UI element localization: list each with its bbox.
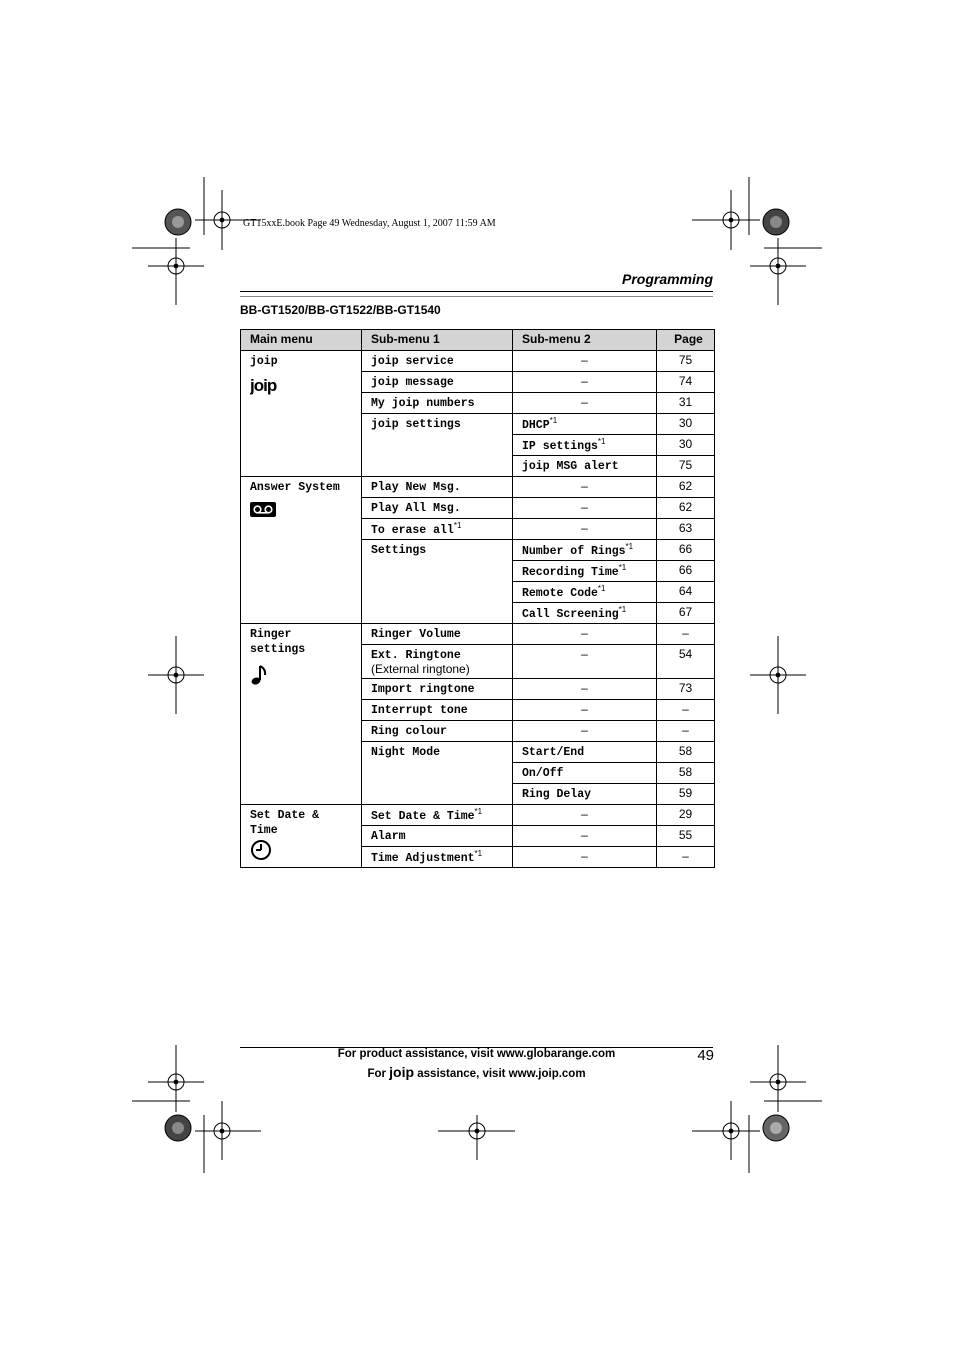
sub-menu-2-value: – xyxy=(513,351,657,372)
sub-menu-2-value: – xyxy=(513,519,657,540)
table-row xyxy=(241,624,715,645)
footer-product-assistance: For product assistance, visit www.globarange.com xyxy=(337,1048,616,1060)
sub-menu-2-value: – xyxy=(513,624,657,645)
footer-suffix: assistance, visit www.joip.com xyxy=(414,1068,586,1080)
col-header-sub-menu-1: Sub-menu 1 xyxy=(362,330,513,351)
footnote-ref: *1 xyxy=(597,584,606,593)
main-menu-label-line-2: Time xyxy=(250,824,278,837)
menu-table xyxy=(240,329,715,868)
sub-menu-1-label: Alarm xyxy=(371,830,406,843)
sub-menu-1-label: Night Mode xyxy=(371,746,441,759)
clock-icon xyxy=(250,839,361,864)
page-number: – xyxy=(657,700,715,721)
sub-menu-1-description: (External ringtone) xyxy=(371,662,470,676)
main-menu-joip xyxy=(241,351,362,477)
page-number: 73 xyxy=(657,679,715,700)
page-number: 63 xyxy=(657,519,715,540)
sub-menu-2-label: IP settings xyxy=(522,440,598,453)
page-number: 58 xyxy=(657,763,715,784)
main-menu-label: joip xyxy=(250,355,278,368)
sub-menu-2-value: – xyxy=(513,498,657,519)
sub-menu-1-label: Interrupt tone xyxy=(371,704,468,717)
table-header-row xyxy=(241,330,715,351)
page-number: 58 xyxy=(657,742,715,763)
sub-menu-2-value: – xyxy=(513,477,657,498)
svg-text:joip: joip xyxy=(250,376,277,395)
sub-menu-2-value: – xyxy=(513,847,657,868)
header-rule-light xyxy=(240,296,713,297)
answering-machine-icon xyxy=(250,502,361,521)
model-heading: BB-GT1520/BB-GT1522/BB-GT1540 xyxy=(240,303,441,317)
sub-menu-1-label: joip settings xyxy=(371,418,461,431)
footer-joip-assistance xyxy=(240,1064,713,1080)
sub-menu-1-label: Time Adjustment xyxy=(371,852,475,865)
page-number: 59 xyxy=(657,784,715,805)
page-number: – xyxy=(657,847,715,868)
footnote-ref: *1 xyxy=(453,521,462,530)
table-row xyxy=(241,477,715,498)
sub-menu-1-label: Play All Msg. xyxy=(371,502,461,515)
page-number: 30 xyxy=(657,414,715,435)
page-number: 75 xyxy=(657,456,715,477)
joip-logo-icon xyxy=(250,376,361,401)
sub-menu-1-label: Ring colour xyxy=(371,725,447,738)
sub-menu-1-label: Import ringtone xyxy=(371,683,475,696)
sub-menu-2-value: – xyxy=(513,721,657,742)
page-number: – xyxy=(657,721,715,742)
page-number: 54 xyxy=(657,645,715,679)
footnote-ref: *1 xyxy=(625,542,634,551)
footnote-ref: *1 xyxy=(474,807,483,816)
main-menu-label-line-2: settings xyxy=(250,643,306,656)
col-header-sub-menu-2: Sub-menu 2 xyxy=(513,330,657,351)
page-number: – xyxy=(657,624,715,645)
sub-menu-1-label: joip service xyxy=(371,355,454,368)
table-row xyxy=(241,805,715,826)
sub-menu-2-label: Remote Code xyxy=(522,587,598,600)
main-menu-set-date-time xyxy=(241,805,362,868)
sub-menu-2-value: – xyxy=(513,700,657,721)
sub-menu-2-value: – xyxy=(513,645,657,679)
section-title: Programming xyxy=(621,271,713,287)
col-header-main-menu: Main menu xyxy=(241,330,362,351)
page-number: 29 xyxy=(657,805,715,826)
table-row xyxy=(241,351,715,372)
page-number: 66 xyxy=(657,561,715,582)
main-menu-label-line-1: Ringer xyxy=(250,628,292,641)
footnote-ref: *1 xyxy=(549,416,558,425)
sub-menu-2-value: – xyxy=(513,826,657,847)
sub-menu-2-label: Call Screening xyxy=(522,608,619,621)
sub-menu-2-label: joip MSG alert xyxy=(522,460,619,473)
sub-menu-1-label: To erase all xyxy=(371,524,454,537)
sub-menu-2-value: – xyxy=(513,393,657,414)
page-number-footer: 49 xyxy=(697,1047,714,1064)
page-number: 75 xyxy=(657,351,715,372)
footnote-ref: *1 xyxy=(618,605,627,614)
music-note-icon xyxy=(250,664,361,689)
page-number: 30 xyxy=(657,435,715,456)
main-menu-answer-system xyxy=(241,477,362,624)
print-header: GT15xxE.book Page 49 Wednesday, August 1, 2007 11:59 AM xyxy=(243,218,496,229)
sub-menu-2-label: Start/End xyxy=(522,746,585,759)
sub-menu-2-label: DHCP xyxy=(522,419,550,432)
page-number: 64 xyxy=(657,582,715,603)
header-rule-dark xyxy=(240,291,713,292)
main-menu-ringer-settings xyxy=(241,624,362,805)
main-menu-label-line-1: Set Date & xyxy=(250,809,320,822)
sub-menu-1-label: Settings xyxy=(371,544,427,557)
sub-menu-1-label: Set Date & Time xyxy=(371,810,475,823)
sub-menu-1-label: My joip numbers xyxy=(371,397,475,410)
footnote-ref: *1 xyxy=(618,563,627,572)
page-number: 55 xyxy=(657,826,715,847)
sub-menu-2-label: Ring Delay xyxy=(522,788,592,801)
col-header-page: Page xyxy=(657,330,715,351)
page-number: 62 xyxy=(657,477,715,498)
sub-menu-2-label: Recording Time xyxy=(522,566,619,579)
sub-menu-1-label: Play New Msg. xyxy=(371,481,461,494)
footnote-ref: *1 xyxy=(597,437,606,446)
sub-menu-1-label: Ringer Volume xyxy=(371,628,461,641)
footer-prefix: For xyxy=(367,1068,390,1080)
joip-brand-text: joip xyxy=(389,1064,415,1080)
page-number: 31 xyxy=(657,393,715,414)
page-number: 62 xyxy=(657,498,715,519)
sub-menu-2-value: – xyxy=(513,805,657,826)
main-menu-label: Answer System xyxy=(250,481,340,494)
sub-menu-2-value: – xyxy=(513,372,657,393)
sub-menu-1-label: Ext. Ringtone xyxy=(371,649,461,662)
sub-menu-2-value: – xyxy=(513,679,657,700)
page-number: 66 xyxy=(657,540,715,561)
footnote-ref: *1 xyxy=(474,849,483,858)
sub-menu-2-label: Number of Rings xyxy=(522,545,626,558)
sub-menu-2-label: On/Off xyxy=(522,767,564,780)
page-number: 67 xyxy=(657,603,715,624)
sub-menu-1-label: joip message xyxy=(371,376,454,389)
page-number: 74 xyxy=(657,372,715,393)
